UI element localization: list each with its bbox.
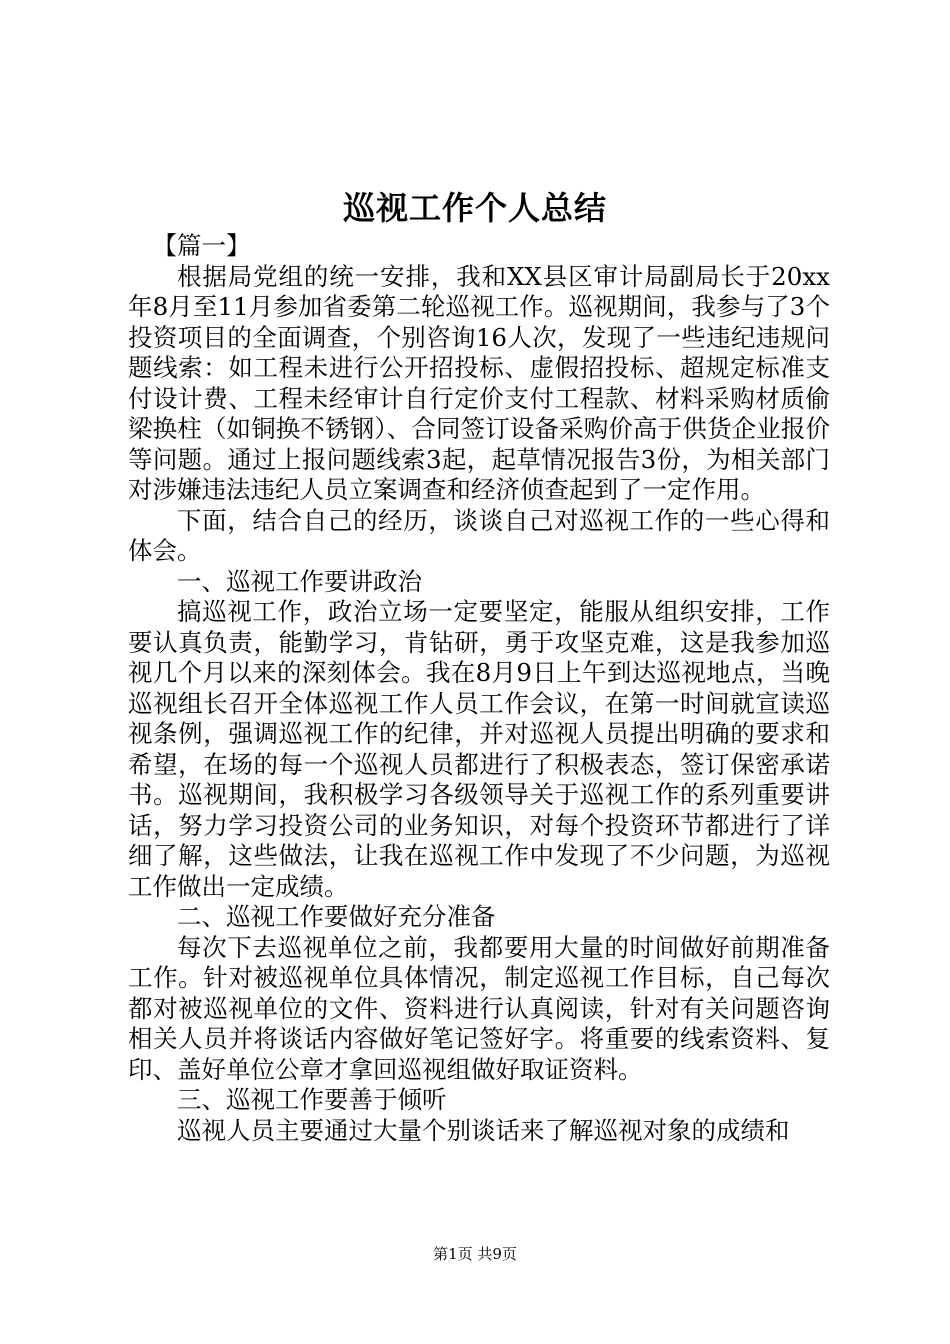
paragraph-section-2: 每次下去巡视单位之前，我都要用大量的时间做好前期准备工作。针对被巡视单位具体情况，制定巡视工作目标，自己每次都对被巡视单位的文件、资料进行认真阅读，针对有关问题咨询相关人员并将谈话内容做好笔记签好字。将重要的线索资料、复印、盖好单位公章才拿回巡视组做好取证资料。 (128, 932, 830, 1084)
section-heading-2: 二、巡视工作要做好充分准备 (177, 902, 496, 931)
document-title: 巡视工作个人总结 (342, 189, 607, 227)
document-body (128, 231, 830, 1146)
paragraph-intro: 根据局党组的统一安排，我和XX县区审计局副局长于20xx年8月至11月参加省委第二轮巡视工作。巡视期间，我参与了3个投资项目的全面调查，个别咨询16人次，发现了一些违纪违规问题线索：如工程未进行公开招投标、虚假招投标、超规定标准支付设计费、工程未经审计自行定价支付工程款、材料采购材质偷梁换柱（如铜换不锈钢）、合同签订设备采购价高于供货企业报价等问题。通过上报问题线索3起，起草情况报告3份，为相关部门对涉嫌违法违纪人员立案调查和经济侦查起到了一定作用。 (128, 261, 830, 504)
section-heading-3: 三、巡视工作要善于倾听 (177, 1085, 447, 1114)
paragraph-section-1: 搞巡视工作，政治立场一定要坚定，能服从组织安排，工作要认真负责，能勤学习，肯钻研，勇于攻坚克难，这是我参加巡视几个月以来的深刻体会。我在8月9日上午到达巡视地点，当晚巡视组长召开全体巡视工作人员工作会议，在第一时间就宣读巡视条例，强调巡视工作的纪律，并对巡视人员提出明确的要求和希望，在场的每一个巡视人员都进行了积极表态，签订保密承诺书。巡视期间，我积极学习各级领导关于巡视工作的系列重要讲话，努力学习投资公司的业务知识，对每个投资环节都进行了详细了解，这些做法，让我在巡视工作中发现了不少问题，为巡视工作做出一定成绩。 (128, 597, 830, 901)
section-heading-1: 一、巡视工作要讲政治 (177, 566, 422, 596)
paragraph-transition: 下面，结合自己的经历，谈谈自己对巡视工作的一些心得和体会。 (128, 505, 830, 565)
page-footer: 第1页 共9页 (433, 1245, 517, 1263)
paragraph-section-3: 巡视人员主要通过大量个别谈话来了解巡视对象的成绩和 (177, 1115, 790, 1145)
section-mark: 【篇一】 (152, 231, 251, 260)
